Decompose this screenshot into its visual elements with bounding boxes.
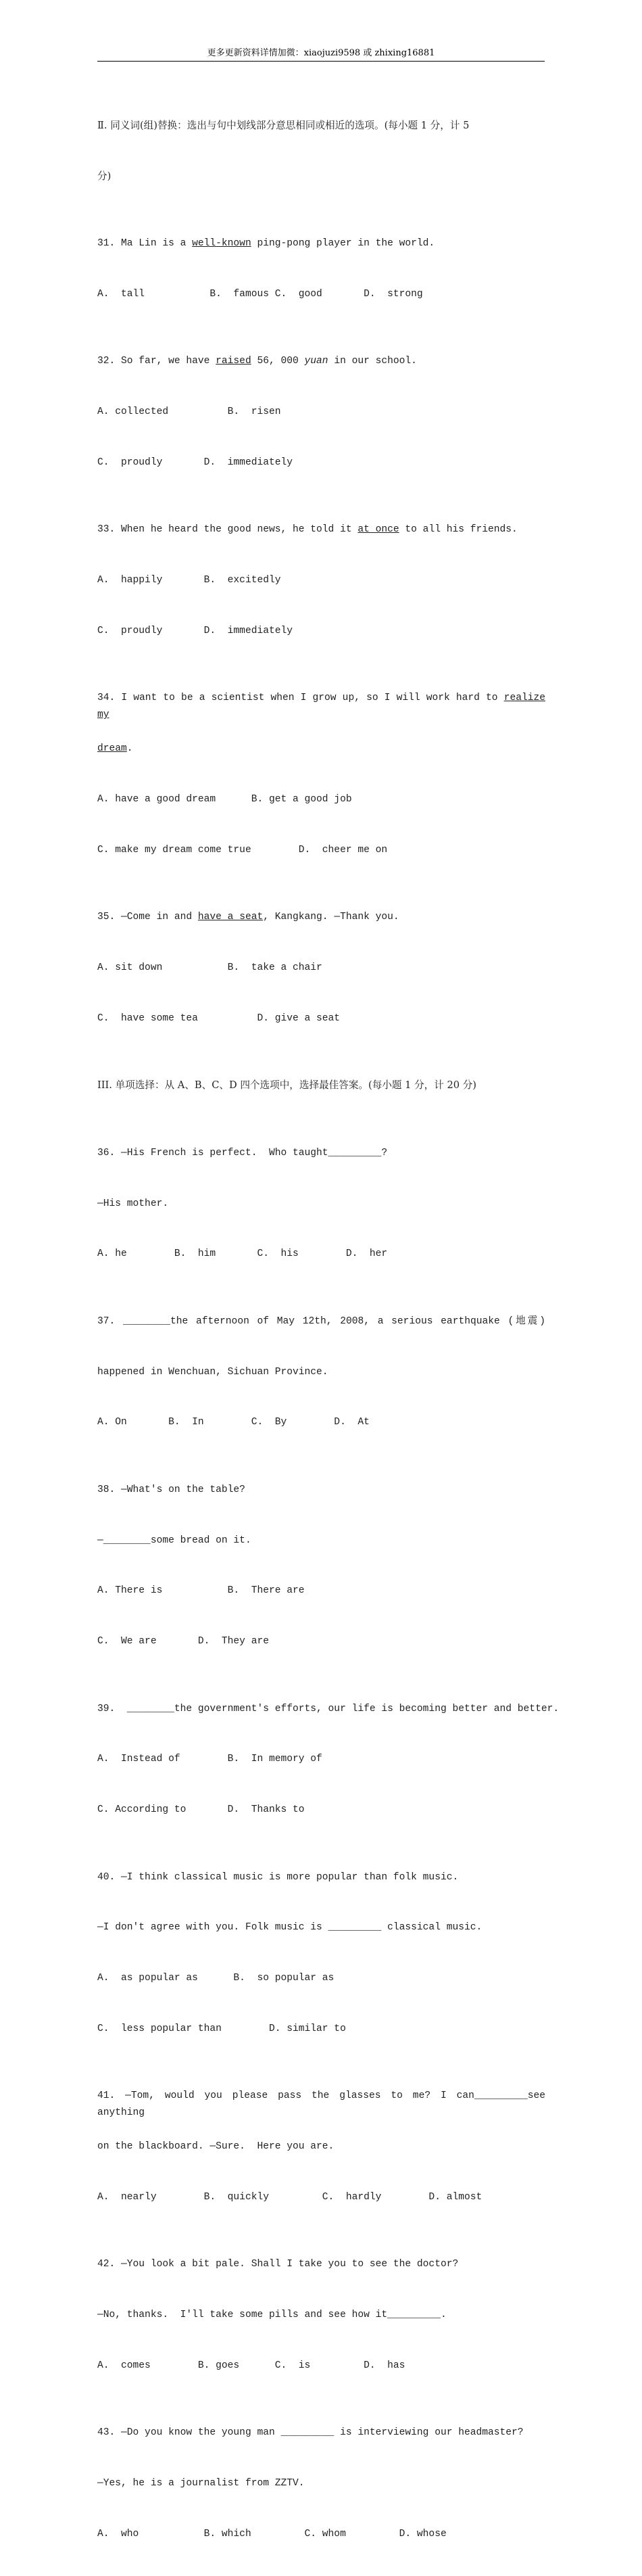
question-42-answer: —No, thanks. I'll take some pills and see how it_________. (97, 2310, 447, 2321)
question-38-options-1: A. There is B. There are (97, 1585, 305, 1597)
question-31-options: A. tall B. famous C. good D. strong (97, 288, 423, 300)
question-41: 41. —Tom, would you please pass the glasses to me? I can_________see anything (97, 2090, 545, 2119)
question-43-options: A. who B. which C. whom D. whose (97, 2528, 447, 2539)
question-35-options-1: A. sit down B. take a chair (97, 962, 322, 973)
page-header: 更多更新资料详情加微：xiaojuzi9598 或 zhixing16881 (97, 47, 545, 62)
exam-body (97, 84, 560, 2576)
question-37-options: A. On B. In C. By D. At (97, 1417, 370, 1428)
question-40: 40. —I think classical music is more popular than folk music. (97, 1871, 459, 1883)
section-3-title: III. 单项选择：从 A、B、C、D 四个选项中，选择最佳答案。(每小题 1 分，计 20 分) (97, 1079, 476, 1092)
question-38-options-2: C. We are D. They are (97, 1635, 269, 1647)
question-32-options-1: A. collected B. risen (97, 406, 281, 418)
question-43: 43. —Do you know the young man _________ is interviewing our headmaster? (97, 2427, 524, 2439)
question-41-cont: on the blackboard. —Sure. Here you are. (97, 2141, 335, 2152)
question-34-cont: dream. (97, 743, 133, 755)
section-2-title: Ⅱ. 同义词(组)替换：选出与句中划线部分意思相同或相近的选项。(每小题 1 分，计 5 (97, 119, 470, 131)
question-34-options-2: C. make my dream come true D. cheer me on (97, 844, 388, 856)
question-42-options: A. comes B. goes C. is D. has (97, 2360, 405, 2371)
question-37-cont: happened in Wenchuan, Sichuan Province. (97, 1366, 328, 1378)
question-38: 38. —What's on the table? (97, 1484, 245, 1495)
question-40-options-1: A. as popular as B. so popular as (97, 1972, 335, 1984)
question-34-options-1: A. have a good dream B. get a good job (97, 793, 352, 805)
question-35: 35. —Come in and have a seat, Kangkang. —Thank you. (97, 912, 399, 923)
question-33-options-2: C. proudly D. immediately (97, 625, 293, 636)
question-38-answer: —________some bread on it. (97, 1535, 251, 1546)
question-37: 37. ________the afternoon of May 12th, 2008, a serious earthquake (地震) (97, 1315, 545, 1327)
question-33-options-1: A. happily B. excitedly (97, 575, 281, 586)
question-42: 42. —You look a bit pale. Shall I take you to see the doctor? (97, 2259, 459, 2270)
question-31: 31. Ma Lin is a well-known ping-pong player in the world. (97, 238, 435, 250)
question-32: 32. So far, we have raised 56, 000 yuan in our school. (97, 356, 417, 367)
question-36-answer: —His mother. (97, 1198, 169, 1209)
question-34: 34. I want to be a scientist when I grow up, so I will work hard to realize my (97, 693, 545, 721)
question-39-options-2: C. According to D. Thanks to (97, 1804, 305, 1815)
question-40-options-2: C. less popular than D. similar to (97, 2023, 346, 2034)
question-41-options: A. nearly B. quickly C. hardly D. almost (97, 2191, 483, 2203)
question-36: 36. —His French is perfect. Who taught_________? (97, 1147, 388, 1158)
question-33: 33. When he heard the good news, he told it at once to all his friends. (97, 524, 518, 536)
section-2-title-cont: 分) (97, 170, 112, 182)
question-39-options-1: A. Instead of B. In memory of (97, 1754, 322, 1765)
question-39: 39. ________the government's efforts, our life is becoming better and better. (97, 1703, 560, 1714)
question-36-options: A. he B. him C. his D. her (97, 1248, 388, 1260)
question-40-answer: —I don't agree with you. Folk music is _________ classical music. (97, 1922, 483, 1934)
question-35-options-2: C. have some tea D. give a seat (97, 1012, 341, 1024)
question-32-options-2: C. proudly D. immediately (97, 456, 293, 468)
question-43-answer: —Yes, he is a journalist from ZZTV. (97, 2478, 305, 2489)
